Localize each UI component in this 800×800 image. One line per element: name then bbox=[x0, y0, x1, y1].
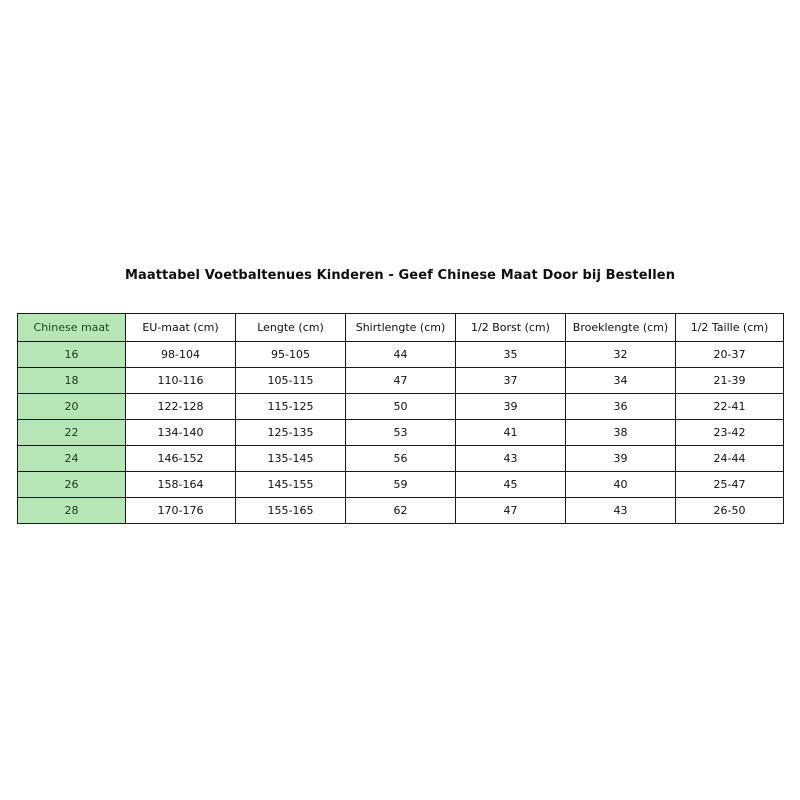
table-header-row bbox=[18, 314, 784, 342]
cell-eu-maat: 134-140 bbox=[126, 420, 236, 446]
column-header-chinese-maat: Chinese maat bbox=[18, 314, 126, 342]
table-row bbox=[18, 368, 784, 394]
column-header-halve-taille: 1/2 Taille (cm) bbox=[676, 314, 784, 342]
cell-chinese-maat: 22 bbox=[18, 420, 126, 446]
cell-lengte: 105-115 bbox=[236, 368, 346, 394]
cell-shirtlengte: 47 bbox=[346, 368, 456, 394]
cell-halve-taille: 21-39 bbox=[676, 368, 784, 394]
cell-chinese-maat: 28 bbox=[18, 498, 126, 524]
cell-eu-maat: 110-116 bbox=[126, 368, 236, 394]
size-chart-table bbox=[17, 313, 784, 524]
cell-lengte: 95-105 bbox=[236, 342, 346, 368]
cell-lengte: 135-145 bbox=[236, 446, 346, 472]
table-row bbox=[18, 446, 784, 472]
cell-lengte: 155-165 bbox=[236, 498, 346, 524]
cell-eu-maat: 146-152 bbox=[126, 446, 236, 472]
cell-broeklengte: 40 bbox=[566, 472, 676, 498]
table-row bbox=[18, 472, 784, 498]
cell-halve-borst: 45 bbox=[456, 472, 566, 498]
cell-broeklengte: 38 bbox=[566, 420, 676, 446]
cell-halve-borst: 41 bbox=[456, 420, 566, 446]
cell-chinese-maat: 26 bbox=[18, 472, 126, 498]
cell-broeklengte: 39 bbox=[566, 446, 676, 472]
cell-eu-maat: 158-164 bbox=[126, 472, 236, 498]
column-header-eu-maat: EU-maat (cm) bbox=[126, 314, 236, 342]
size-chart-container bbox=[17, 313, 783, 524]
cell-lengte: 125-135 bbox=[236, 420, 346, 446]
column-header-halve-borst: 1/2 Borst (cm) bbox=[456, 314, 566, 342]
table-row bbox=[18, 420, 784, 446]
page-title: Maattabel Voetbaltenues Kinderen - Geef Chinese Maat Door bij Bestellen bbox=[124, 268, 676, 283]
cell-halve-taille: 22-41 bbox=[676, 394, 784, 420]
cell-eu-maat: 122-128 bbox=[126, 394, 236, 420]
cell-shirtlengte: 44 bbox=[346, 342, 456, 368]
cell-shirtlengte: 62 bbox=[346, 498, 456, 524]
cell-eu-maat: 98-104 bbox=[126, 342, 236, 368]
cell-lengte: 115-125 bbox=[236, 394, 346, 420]
cell-broeklengte: 36 bbox=[566, 394, 676, 420]
cell-halve-borst: 39 bbox=[456, 394, 566, 420]
table-row bbox=[18, 394, 784, 420]
cell-broeklengte: 34 bbox=[566, 368, 676, 394]
table-row bbox=[18, 498, 784, 524]
cell-chinese-maat: 24 bbox=[18, 446, 126, 472]
cell-lengte: 145-155 bbox=[236, 472, 346, 498]
cell-halve-borst: 37 bbox=[456, 368, 566, 394]
column-header-broeklengte: Broeklengte (cm) bbox=[566, 314, 676, 342]
cell-halve-borst: 43 bbox=[456, 446, 566, 472]
cell-chinese-maat: 18 bbox=[18, 368, 126, 394]
cell-halve-taille: 25-47 bbox=[676, 472, 784, 498]
column-header-lengte: Lengte (cm) bbox=[236, 314, 346, 342]
cell-shirtlengte: 56 bbox=[346, 446, 456, 472]
cell-shirtlengte: 59 bbox=[346, 472, 456, 498]
cell-chinese-maat: 20 bbox=[18, 394, 126, 420]
cell-broeklengte: 32 bbox=[566, 342, 676, 368]
cell-halve-taille: 23-42 bbox=[676, 420, 784, 446]
column-header-shirtlengte: Shirtlengte (cm) bbox=[346, 314, 456, 342]
cell-halve-taille: 26-50 bbox=[676, 498, 784, 524]
cell-shirtlengte: 50 bbox=[346, 394, 456, 420]
cell-eu-maat: 170-176 bbox=[126, 498, 236, 524]
table-row bbox=[18, 342, 784, 368]
cell-halve-taille: 24-44 bbox=[676, 446, 784, 472]
cell-broeklengte: 43 bbox=[566, 498, 676, 524]
cell-chinese-maat: 16 bbox=[18, 342, 126, 368]
cell-shirtlengte: 53 bbox=[346, 420, 456, 446]
cell-halve-borst: 35 bbox=[456, 342, 566, 368]
cell-halve-taille: 20-37 bbox=[676, 342, 784, 368]
cell-halve-borst: 47 bbox=[456, 498, 566, 524]
